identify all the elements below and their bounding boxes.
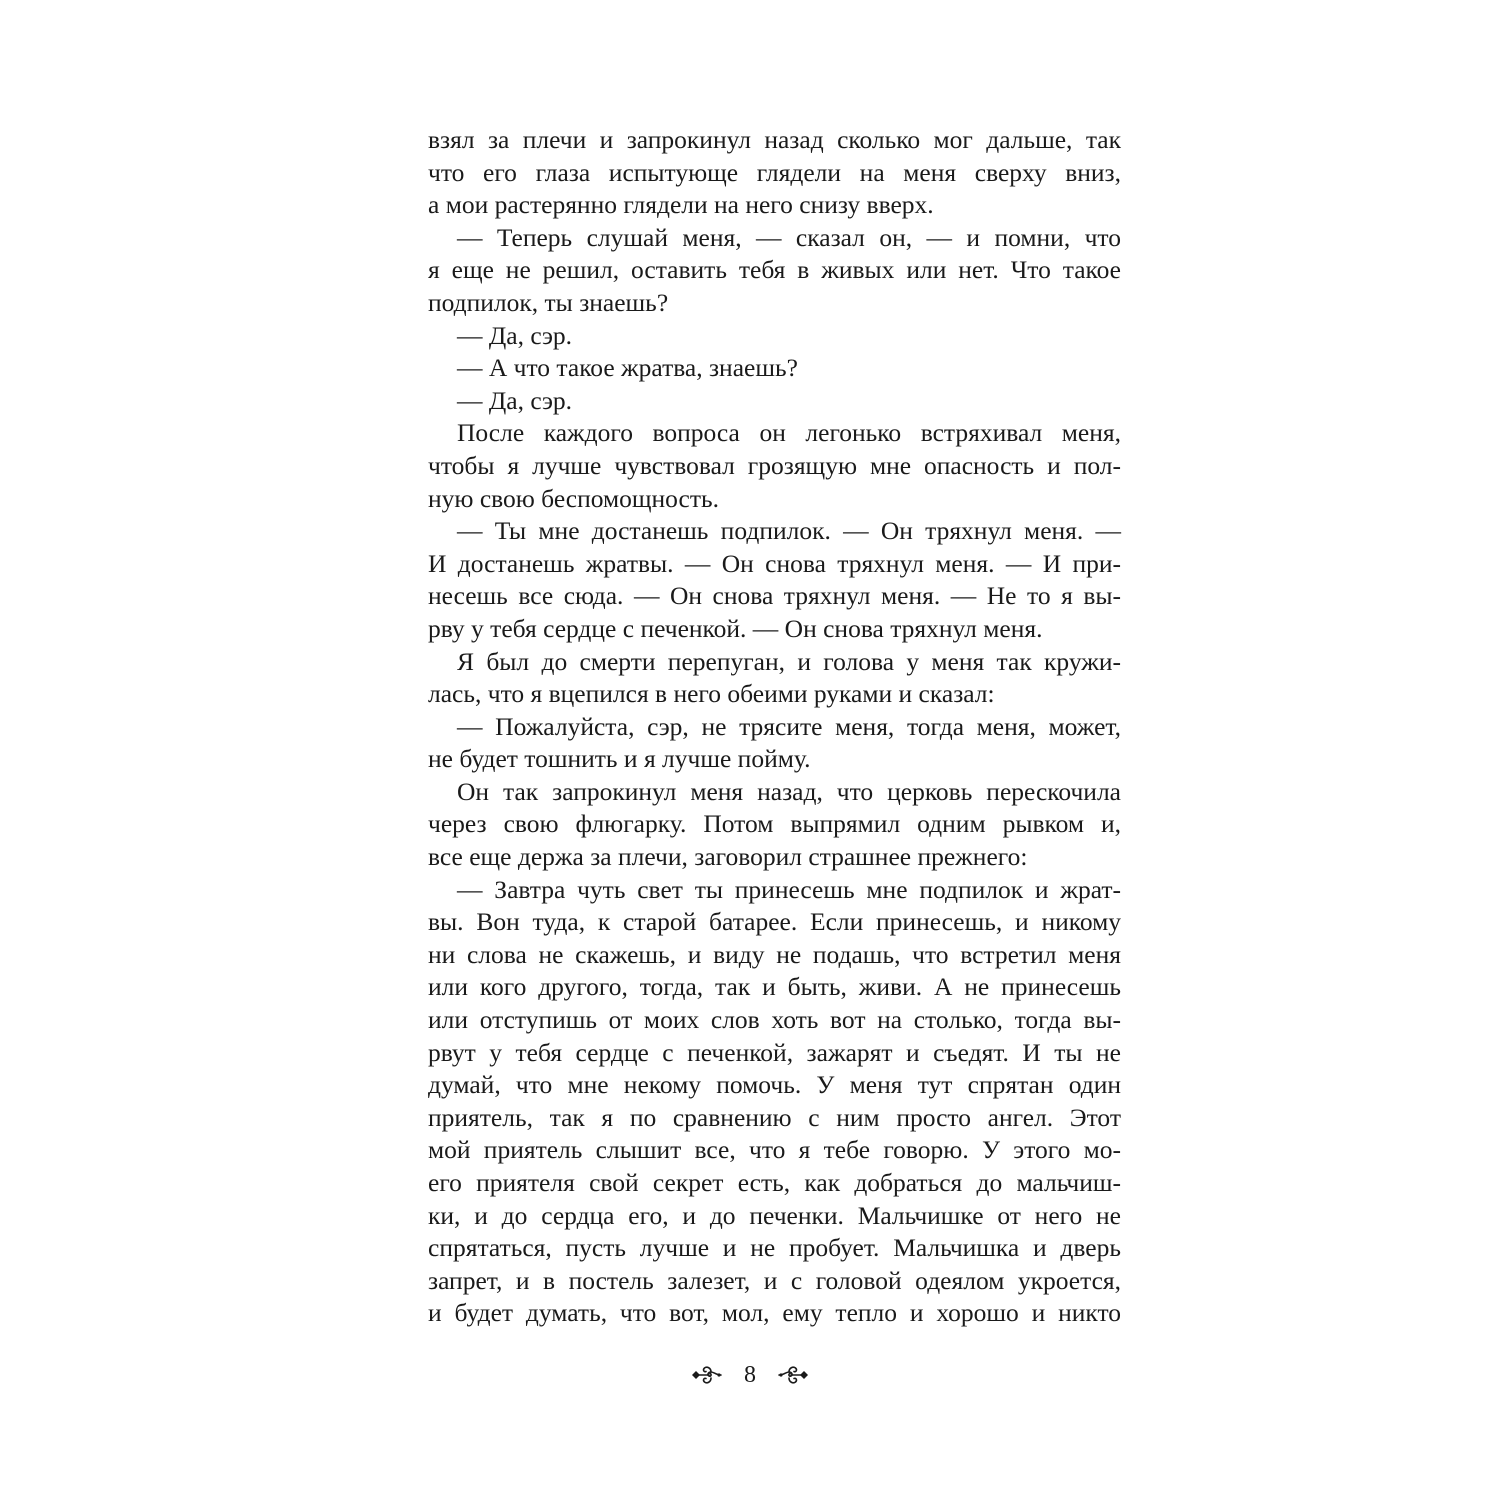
text-line: ки, и до сердца его, и до печенки. Мальчишке от него не (428, 1200, 1121, 1230)
text-line: Он так запрокинул меня назад, что церковь перескочила (457, 776, 1121, 806)
text-line: или отступишь от моих слов хоть вот на столько, тогда вы- (428, 1005, 1121, 1035)
text-line: — Ты мне достанешь подпилок. — Он тряхнул меня. — (457, 516, 1121, 546)
text-line: или кого другого, тогда, так и быть, живи. А не принесешь (428, 972, 1121, 1002)
text-line: подпилок, ты знаешь? (428, 287, 669, 317)
text-line: лась, что я вцепился в него обеими руками и сказал: (428, 679, 995, 709)
text-line: запрет, и в постель залезет, и с головой одеялом укроется, (428, 1265, 1121, 1295)
text-line: несешь все сюда. — Он снова тряхнул меня. — Не то я вы- (428, 581, 1121, 611)
text-line: ную свою беспомощность. (428, 483, 720, 513)
page-number: 8 (744, 1362, 756, 1388)
text-line: мой приятель слышит все, что я тебе говорю. У этого мо- (428, 1135, 1121, 1165)
text-line: — Пожалуйста, сэр, не трясите меня, тогда меня, может, (457, 711, 1121, 741)
text-line: и будет думать, что вот, мол, ему тепло и хорошо и никто (428, 1298, 1121, 1328)
text-line: рвут у тебя сердце с печенкой, зажарят и съедят. И ты не (428, 1037, 1121, 1067)
text-line: я еще не решил, оставить тебя в живых или нет. Что такое (428, 255, 1121, 285)
text-line: — Да, сэр. (457, 385, 573, 415)
text-line: Я был до смерти перепуган, и голова у меня так кружи- (457, 646, 1121, 676)
text-line: — А что такое жратва, знаешь? (457, 353, 798, 383)
text-line: рву у тебя сердце с печенкой. — Он снова тряхнул меня. (428, 613, 1043, 643)
text-line: ни слова не скажешь, и виду не подашь, что встретил меня (428, 939, 1121, 969)
text-line: что его глаза испытующе глядели на меня сверху вниз, (428, 157, 1121, 187)
floral-ornament-right-icon (776, 1363, 810, 1387)
text-line: его приятеля свой секрет есть, как добраться до мальчиш- (428, 1168, 1121, 1197)
text-line: вы. Вон туда, к старой батарее. Если принесешь, и никому (428, 907, 1121, 937)
text-line: думай, что мне некому помочь. У меня тут спрятан один (428, 1070, 1121, 1100)
text-line: — Завтра чуть свет ты принесешь мне подпилок и жрат- (457, 874, 1121, 904)
text-line: — Да, сэр. (457, 320, 573, 350)
page-footer (0, 1355, 1500, 1395)
body-text (428, 124, 1121, 1330)
text-line: После каждого вопроса он легонько встряхивал меня, (457, 418, 1121, 448)
text-line: — Теперь слушай меня, — сказал он, — и помни, что (457, 222, 1121, 252)
text-line: а мои растерянно глядели на него снизу вверх. (428, 190, 934, 220)
text-line: через свою флюгарку. Потом выпрямил одним рывком и, (428, 809, 1121, 839)
text-line: все еще держа за плечи, заговорил страшнее прежнего: (428, 842, 1028, 872)
text-line: взял за плечи и запрокинул назад сколько мог дальше, так (428, 125, 1121, 154)
floral-ornament-left-icon (690, 1363, 724, 1387)
text-line: И достанешь жратвы. — Он снова тряхнул меня. — И при- (428, 548, 1121, 578)
text-line: спрятаться, пусть лучше и не пробует. Мальчишка и дверь (428, 1233, 1121, 1263)
text-line: чтобы я лучше чувствовал грозящую мне опасность и пол- (428, 450, 1121, 480)
text-line: приятель, так я по сравнению с ним просто ангел. Этот (428, 1102, 1121, 1132)
text-line: не будет тошнить и я лучше пойму. (428, 744, 811, 774)
